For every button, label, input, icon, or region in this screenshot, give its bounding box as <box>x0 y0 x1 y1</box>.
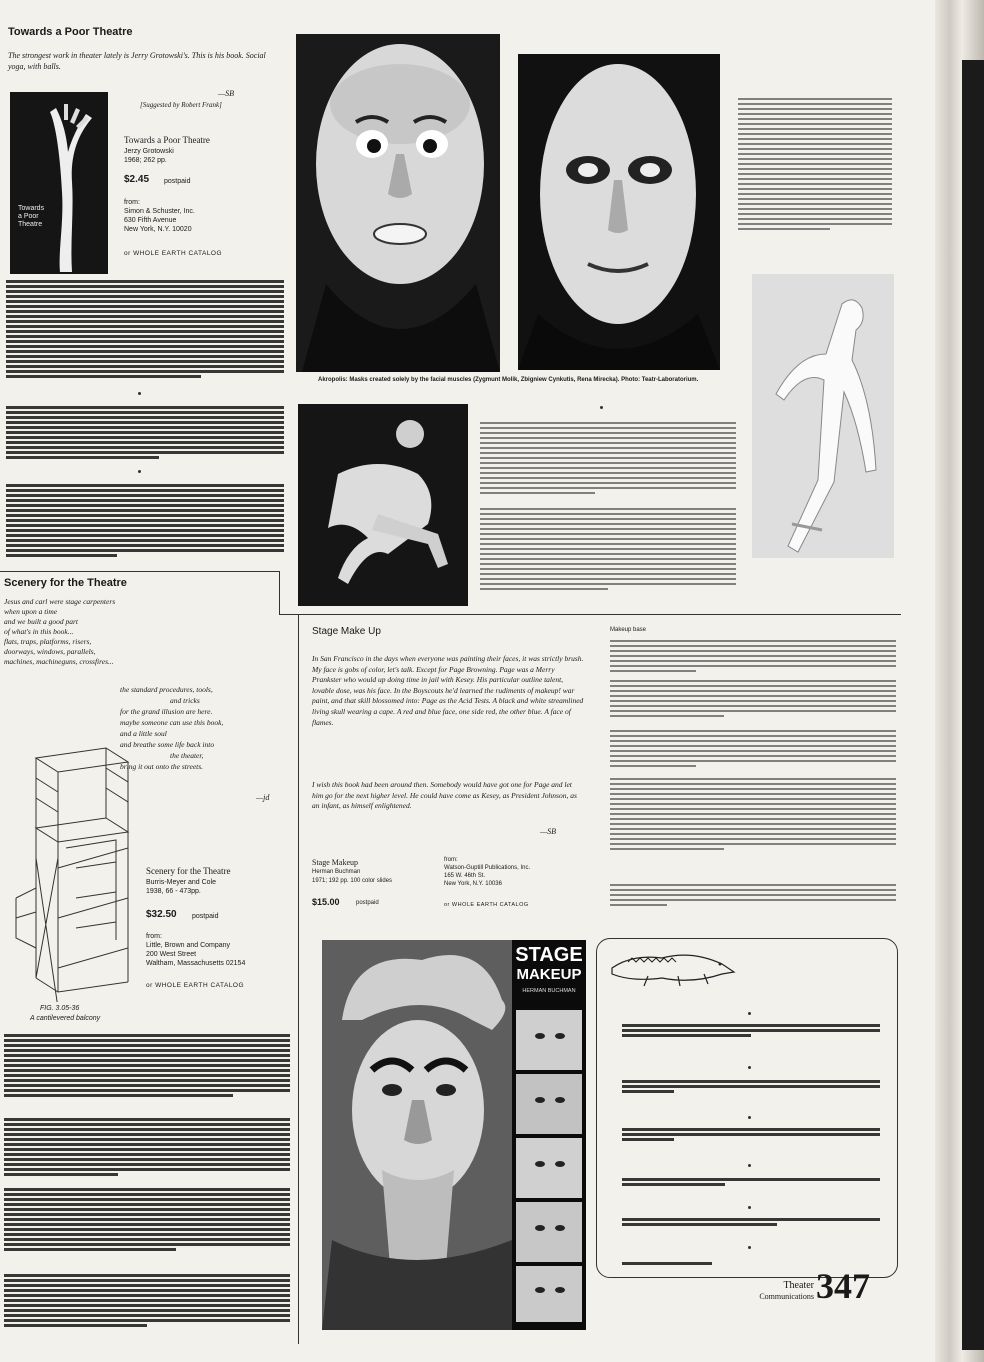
section-title-poor-theatre: Towards a Poor Theatre <box>8 26 133 38</box>
svg-text:a Poor: a Poor <box>18 213 39 220</box>
poor-theatre-catalog: or WHOLE EARTH CATALOG <box>124 250 223 257</box>
scenery-body-3 <box>4 1188 290 1253</box>
scenery-intro-line: of what's in this book... <box>4 627 74 636</box>
footer-label-bottom: Communications <box>759 1292 814 1301</box>
scenery-body-2 <box>4 1118 290 1178</box>
stage-makeup-cover-author: HERMAN BUCHMAN <box>522 988 576 994</box>
separator-dot <box>748 1206 751 1209</box>
scenery-intro-line: flats, traps, platforms, risers, <box>4 637 92 646</box>
poor-theatre-book-author: Jerzy Grotowski <box>124 148 174 155</box>
divider <box>0 571 280 572</box>
akropolis-caption: Akropolis: Masks created solely by the facial muscles (Zygmunt Molik, Zbigniew Cynkutis, Rena Mirecka). Photo: Teatr-Laboratorium. <box>318 377 699 383</box>
poor-theatre-body-1 <box>6 280 284 380</box>
stage-makeup-photo <box>322 940 586 1330</box>
letter-text-4 <box>622 1178 880 1188</box>
poor-theatre-price-note: postpaid <box>164 178 191 185</box>
scenery-poem-line: the theater, <box>170 751 204 760</box>
scenery-intro <box>4 597 204 667</box>
letter-text-1 <box>622 1024 880 1039</box>
makeup-base-text-4 <box>610 778 896 853</box>
right-column-text <box>738 98 892 233</box>
akropolis-photo-1 <box>296 34 500 372</box>
akropolis-photo-2 <box>518 54 720 370</box>
scenery-book-year: 1938, 66 - 473pp. <box>146 888 201 895</box>
svg-text:Towards: Towards <box>18 205 45 212</box>
makeup-base-text-1 <box>610 640 896 675</box>
scenery-poem-line: and breathe some life back into <box>120 740 215 749</box>
scenery-intro-line: Jesus and carl were stage carpenters <box>4 597 116 606</box>
makeup-publisher: Watson-Guptill Publications, Inc. <box>444 865 531 871</box>
scenery-intro-line: when upon a time <box>4 607 58 616</box>
scenery-book-author: Burris-Meyer and Cole <box>146 879 217 886</box>
scenery-publisher: Little, Brown and Company <box>146 942 231 949</box>
poor-theatre-intro: The strongest work in theater lately is Jerry Grotowski's. This is his book. Social yoga, with balls. <box>8 51 266 71</box>
scenery-poem-line: and tricks <box>170 696 200 705</box>
poor-theatre-book-title: Towards a Poor Theatre <box>124 135 210 145</box>
poor-theatre-publisher: Simon & Schuster, Inc. <box>124 208 195 215</box>
poor-theatre-price: $2.45 <box>124 174 150 185</box>
book-spine-shadow <box>962 60 984 1350</box>
poor-theatre-body-2 <box>6 406 284 461</box>
scenery-body-4 <box>4 1274 290 1329</box>
scenery-catalog: or WHOLE EARTH CATALOG <box>146 982 245 989</box>
separator-dot <box>138 392 141 395</box>
separator-dot <box>600 406 603 409</box>
scenery-poem-line: and a little soul <box>120 729 167 738</box>
acrobat-text-1 <box>480 422 736 497</box>
poor-theatre-city: New York, N.Y. 10020 <box>124 226 192 233</box>
separator-dot <box>138 470 141 473</box>
scenery-poem <box>120 684 296 772</box>
footer-label-top: Theater <box>783 1280 814 1291</box>
makeup-intro-2: I wish this book had been around then. Somebody would have got one for Page and let him go for the next higher level. He could have come as Kesey, as President Johnson, as an infant, as himself enlightened. <box>312 780 577 811</box>
scenery-book-title: Scenery for the Theatre <box>146 866 231 876</box>
scenery-figure-caption: FIG. 3.05-36 <box>40 1005 80 1012</box>
scenery-balcony-drawing <box>6 738 136 1002</box>
separator-dot <box>748 1066 751 1069</box>
scenery-poem-line: the standard procedures, tools, <box>120 685 213 694</box>
scenery-address: 200 West Street <box>146 951 197 958</box>
separator-dot <box>748 1116 751 1119</box>
makeup-book-author: Herman Buchman <box>312 869 361 875</box>
scenery-price-note: postpaid <box>192 913 219 920</box>
separator-dot <box>748 1012 751 1015</box>
divider <box>298 614 299 1344</box>
scenery-intro-line: and we built a good part <box>4 617 78 626</box>
makeup-book-year: 1971; 192 pp. 100 color slides <box>312 878 393 884</box>
makeup-sig: —SB <box>540 827 556 836</box>
section-title-makeup: Stage Make Up <box>312 626 381 637</box>
scenery-price: $32.50 <box>146 909 177 920</box>
scenery-city: Waltham, Massachusetts 02154 <box>146 960 246 967</box>
scenery-figure-caption-2: A cantilevered balcony <box>30 1015 101 1022</box>
scenery-poem-line: maybe someone can use this book, <box>120 718 224 727</box>
separator-dot <box>748 1164 751 1167</box>
makeup-book-title: Stage Makeup <box>312 858 358 867</box>
dancer-figure-photo <box>752 274 894 558</box>
scenery-poem-line: bring it out onto the streets. <box>120 762 204 771</box>
stage-makeup-cover-title-2: MAKEUP <box>516 966 582 983</box>
letter-text-2 <box>622 1080 880 1095</box>
letter-text-5 <box>622 1218 880 1228</box>
makeup-base-text-2 <box>610 680 896 720</box>
scenery-poem-sig: —jd <box>256 793 270 802</box>
makeup-city: New York, N.Y. 10036 <box>444 881 502 887</box>
poor-theatre-book-cover <box>10 92 108 274</box>
acrobat-text-2 <box>480 508 736 593</box>
makeup-base-title: Makeup base <box>610 627 647 633</box>
poor-theatre-intro-sig: —SB <box>218 89 234 98</box>
letter-text-3 <box>622 1128 880 1143</box>
divider <box>279 571 280 615</box>
scenery-intro-line: doorways, windows, parallels, <box>4 647 96 656</box>
scenery-from: from: <box>146 933 162 940</box>
makeup-catalog: or WHOLE EARTH CATALOG <box>444 902 529 908</box>
scenery-body-1 <box>4 1034 290 1099</box>
makeup-from: from: <box>444 857 458 863</box>
poor-theatre-body-3 <box>6 484 284 559</box>
makeup-intro: In San Francisco in the days when everyone was painting their faces, it was strictly brush. My face is gobs of color, let's talk. Except for Page Browning. Page was a Merry Prankster who would up doing time in jail with Kesey. His particular outline talent, lovable dose, was his face. In the Boyscouts he'd learned the rudiments of makeup! war paint, and that skill blossomed into: Page as the Acid Tests. A black and white streamlined living skull wearing a cape. A red and blue face, one side red, the other blue. A face of flames. <box>312 654 584 727</box>
alligator-drawing <box>608 946 738 990</box>
scenery-intro-line: machines, machineguns, crossfires... <box>4 657 114 666</box>
makeup-address: 165 W. 46th St. <box>444 873 486 879</box>
poor-theatre-suggested: [Suggested by Robert Frank] <box>140 101 222 109</box>
makeup-base-text-3 <box>610 730 896 770</box>
scenery-poem-line: for the grand illusion are here. <box>120 707 213 716</box>
letter-text-6 <box>622 1262 712 1267</box>
divider <box>279 614 901 615</box>
svg-text:Theatre: Theatre <box>18 221 43 228</box>
separator-dot <box>748 1246 751 1249</box>
makeup-price: $15.00 <box>312 897 340 907</box>
section-title-scenery: Scenery for the Theatre <box>4 577 127 589</box>
acrobat-photo <box>298 404 468 606</box>
poor-theatre-from: from: <box>124 199 140 206</box>
page-number: 347 <box>816 1266 870 1306</box>
poor-theatre-book-year: 1968; 262 pp. <box>124 157 167 164</box>
poor-theatre-address: 630 Fifth Avenue <box>124 217 177 224</box>
makeup-base-text-5 <box>610 884 896 909</box>
stage-makeup-cover-title: STAGE <box>515 944 583 966</box>
makeup-price-note: postpaid <box>356 900 379 906</box>
